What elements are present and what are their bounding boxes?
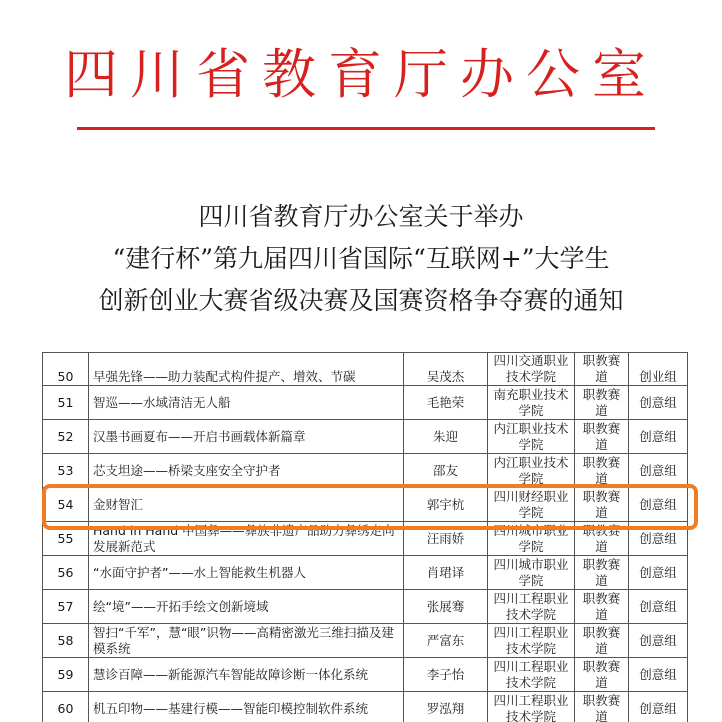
table-row	[43, 624, 688, 658]
project-name: 汉墨书画夏布——开启书画载体新篇章	[89, 420, 404, 454]
group-name: 创意组	[629, 556, 688, 590]
project-name: 金财智汇	[89, 488, 404, 522]
track-name: 职教赛道	[575, 522, 629, 556]
table-row	[43, 590, 688, 624]
row-number: 54	[43, 488, 89, 522]
project-name: 早强先锋——助力装配式构件提产、增效、节碳	[89, 353, 404, 386]
row-number: 59	[43, 658, 89, 692]
row-number: 58	[43, 624, 89, 658]
group-name: 创意组	[629, 658, 688, 692]
table-row	[43, 454, 688, 488]
team-leader: 罗泓翔	[404, 692, 488, 722]
project-name: 芯支坦途——桥梁支座安全守护者	[89, 454, 404, 488]
row-number: 55	[43, 522, 89, 556]
track-name: 职教赛道	[575, 658, 629, 692]
school-name: 四川交通职业技术学院	[488, 353, 575, 386]
team-leader: 朱迎	[404, 420, 488, 454]
table-row	[43, 420, 688, 454]
group-name: 创意组	[629, 692, 688, 722]
row-number: 51	[43, 386, 89, 420]
row-number: 56	[43, 556, 89, 590]
table-row	[43, 488, 688, 522]
group-name: 创意组	[629, 488, 688, 522]
team-leader: 严富东	[404, 624, 488, 658]
project-name: 绘“境”——开拓手绘文创新境域	[89, 590, 404, 624]
project-name: 慧诊百障——新能源汽车智能故障诊断一体化系统	[89, 658, 404, 692]
table-row	[43, 386, 688, 420]
track-name: 职教赛道	[575, 692, 629, 722]
issuer-header: 四川省教育厅办公室	[64, 43, 658, 106]
school-name: 四川城市职业学院	[488, 522, 575, 556]
project-table	[42, 352, 688, 722]
team-leader: 张展骞	[404, 590, 488, 624]
track-name: 职教赛道	[575, 454, 629, 488]
team-leader: 邵友	[404, 454, 488, 488]
project-name: 智扫“千军”，慧“眼”识物——高精密激光三维扫描及建模系统	[89, 624, 404, 658]
group-name: 创意组	[629, 420, 688, 454]
team-leader: 吴茂杰	[404, 353, 488, 386]
project-name: 智巡——水域清洁无人船	[89, 386, 404, 420]
school-name: 四川财经职业学院	[488, 488, 575, 522]
group-name: 创意组	[629, 522, 688, 556]
school-name: 四川工程职业技术学院	[488, 624, 575, 658]
school-name: 内江职业技术学院	[488, 420, 575, 454]
table-row	[43, 692, 688, 722]
project-name: Hand in Hand 中国彝——彝族非遗产品助力彝绣走向发展新范式	[89, 522, 404, 556]
team-leader: 肖珺译	[404, 556, 488, 590]
project-name: 机五印物——基建行模——智能印模控制软件系统	[89, 692, 404, 722]
group-name: 创意组	[629, 386, 688, 420]
team-leader: 李子怡	[404, 658, 488, 692]
track-name: 职教赛道	[575, 556, 629, 590]
table-body	[43, 353, 688, 722]
track-name: 职教赛道	[575, 488, 629, 522]
project-name: “水面守护者”——水上智能救生机器人	[89, 556, 404, 590]
school-name: 内江职业技术学院	[488, 454, 575, 488]
school-name: 四川城市职业学院	[488, 556, 575, 590]
track-name: 职教赛道	[575, 353, 629, 386]
red-divider-line	[77, 127, 655, 130]
row-number: 57	[43, 590, 89, 624]
team-leader: 郭宇杭	[404, 488, 488, 522]
school-name: 四川工程职业技术学院	[488, 692, 575, 722]
row-number: 60	[43, 692, 89, 722]
team-leader: 汪雨娇	[404, 522, 488, 556]
notice-title	[0, 196, 722, 322]
table-row	[43, 658, 688, 692]
team-leader: 毛艳荣	[404, 386, 488, 420]
track-name: 职教赛道	[575, 420, 629, 454]
table-row	[43, 522, 688, 556]
group-name: 创意组	[629, 624, 688, 658]
row-number: 50	[43, 353, 89, 386]
school-name: 四川工程职业技术学院	[488, 590, 575, 624]
track-name: 职教赛道	[575, 624, 629, 658]
table-row	[43, 556, 688, 590]
group-name: 创意组	[629, 454, 688, 488]
track-name: 职教赛道	[575, 590, 629, 624]
group-name: 创业组	[629, 353, 688, 386]
title-line-3: 创新创业大赛省级决赛及国赛资格争夺赛的通知	[98, 286, 624, 315]
row-number: 52	[43, 420, 89, 454]
row-number: 53	[43, 454, 89, 488]
project-table-viewport	[42, 352, 698, 722]
title-line-1: 四川省教育厅办公室关于举办	[198, 202, 524, 231]
group-name: 创意组	[629, 590, 688, 624]
table-row	[43, 353, 688, 386]
school-name: 南充职业技术学院	[488, 386, 575, 420]
title-line-2: “建行杯”第九届四川省国际“互联网+”大学生	[112, 244, 610, 273]
school-name: 四川工程职业技术学院	[488, 658, 575, 692]
track-name: 职教赛道	[575, 386, 629, 420]
